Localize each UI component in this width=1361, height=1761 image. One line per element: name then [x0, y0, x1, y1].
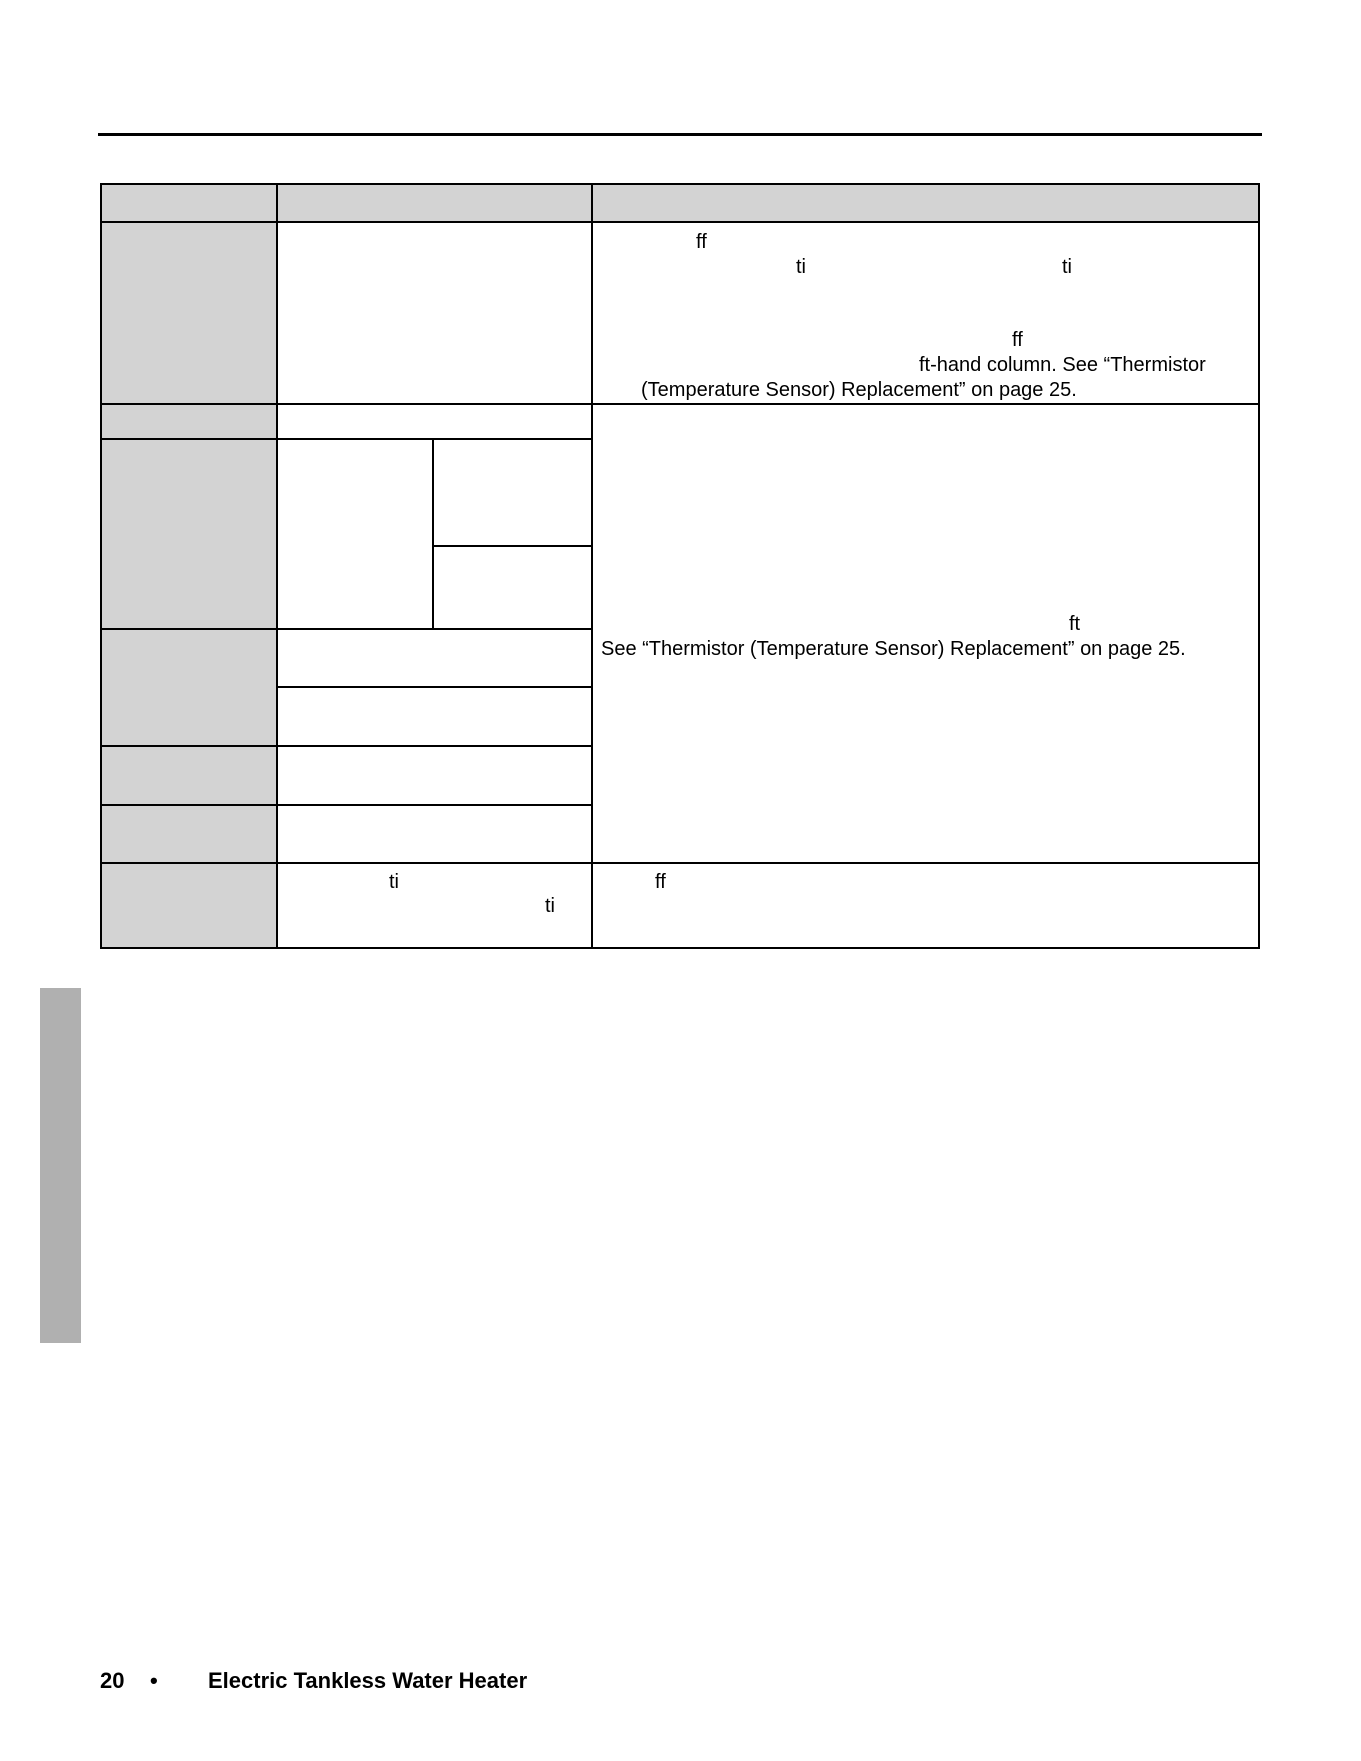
row-line-5: [102, 804, 593, 806]
last-row-middle-b: ti: [545, 895, 555, 917]
header-rule: [98, 133, 1262, 136]
row1-description-line2b: ti: [1062, 256, 1072, 278]
merged-description-line2: See “Thermistor (Temperature Sensor) Replacement” on page 25.: [601, 638, 1186, 660]
last-row-middle-a: ti: [389, 871, 399, 893]
row1-description-line4: ft-hand column. See “Thermistor: [919, 354, 1206, 376]
subrow-line-1: [432, 545, 593, 547]
section-side-tab: [40, 988, 81, 1343]
first-column-shading: [102, 185, 276, 947]
column-divider-1: [276, 185, 278, 947]
subcolumn-divider: [432, 438, 434, 630]
column-divider-2: [591, 185, 593, 947]
row-line-1: [102, 403, 1258, 405]
last-row-right: ff: [655, 871, 666, 893]
header-bottom-line: [102, 221, 1258, 223]
page-number: 20: [100, 1668, 125, 1693]
row1-description-line3: ff: [1012, 329, 1023, 351]
footer-separator: •: [150, 1668, 158, 1693]
troubleshooting-table: [100, 183, 1260, 949]
row-line-3: [102, 628, 593, 630]
merged-description-line1: ft: [1069, 613, 1081, 635]
document-title: Electric Tankless Water Heater: [208, 1668, 528, 1693]
row-line-6: [102, 862, 1258, 864]
row1-description-line2a: ti: [796, 256, 806, 278]
subrow-line-2: [276, 686, 593, 688]
row1-description-line5: (Temperature Sensor) Replacement” on page 25.: [641, 379, 1077, 401]
row-line-2: [102, 438, 593, 440]
row-line-4: [102, 745, 593, 747]
row1-description-line1: ff: [696, 231, 707, 253]
